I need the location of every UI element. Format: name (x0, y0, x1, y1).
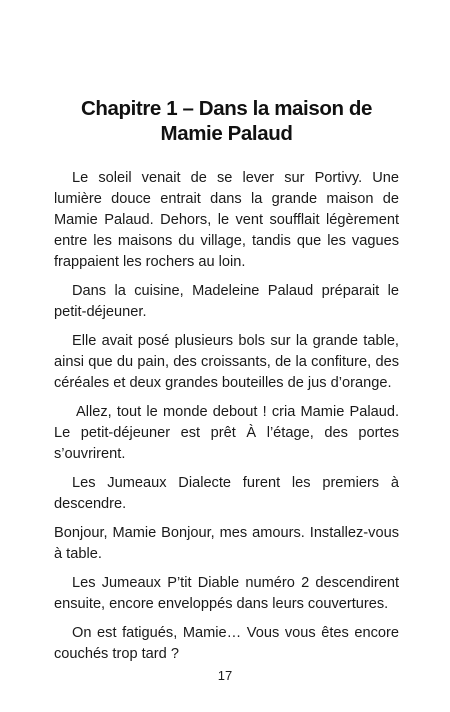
page-body (54, 96, 399, 673)
paragraph: Le soleil venait de se lever sur Portivy. Une lumière douce entrait dans la grande maison de Mamie Palaud. Dehors, le vent soufflait légèrement entre les maisons du village, tandis que les vagues frappaient les rochers au loin. (54, 170, 399, 270)
paragraph: Allez, tout le monde debout ! cria Mamie Palaud. Le petit-déjeuner est prêt À l’étage, des portes s’ouvrirent. (54, 404, 399, 462)
paragraph: Elle avait posé plusieurs bols sur la grande table, ainsi que du pain, des croissants, de la confiture, des céréales et deux grandes bouteilles de jus d’orange. (54, 333, 399, 391)
paragraph: Bonjour, Mamie Bonjour, mes amours. Installez-vous à table. (54, 525, 399, 562)
paragraph: Les Jumeaux Dialecte furent les premiers à descendre. (54, 475, 399, 512)
paragraph: Dans la cuisine, Madeleine Palaud préparait le petit-déjeuner. (54, 283, 399, 320)
paragraph: On est fatigués, Mamie… Vous vous êtes encore couchés trop tard ? (54, 625, 399, 662)
chapter-title: Chapitre 1 – Dans la maison de Mamie Palaud (80, 97, 373, 145)
page-number: 17 (217, 668, 233, 683)
paragraph: Les Jumeaux P’tit Diable numéro 2 descendirent ensuite, encore enveloppés dans leurs couvertures. (54, 575, 399, 612)
